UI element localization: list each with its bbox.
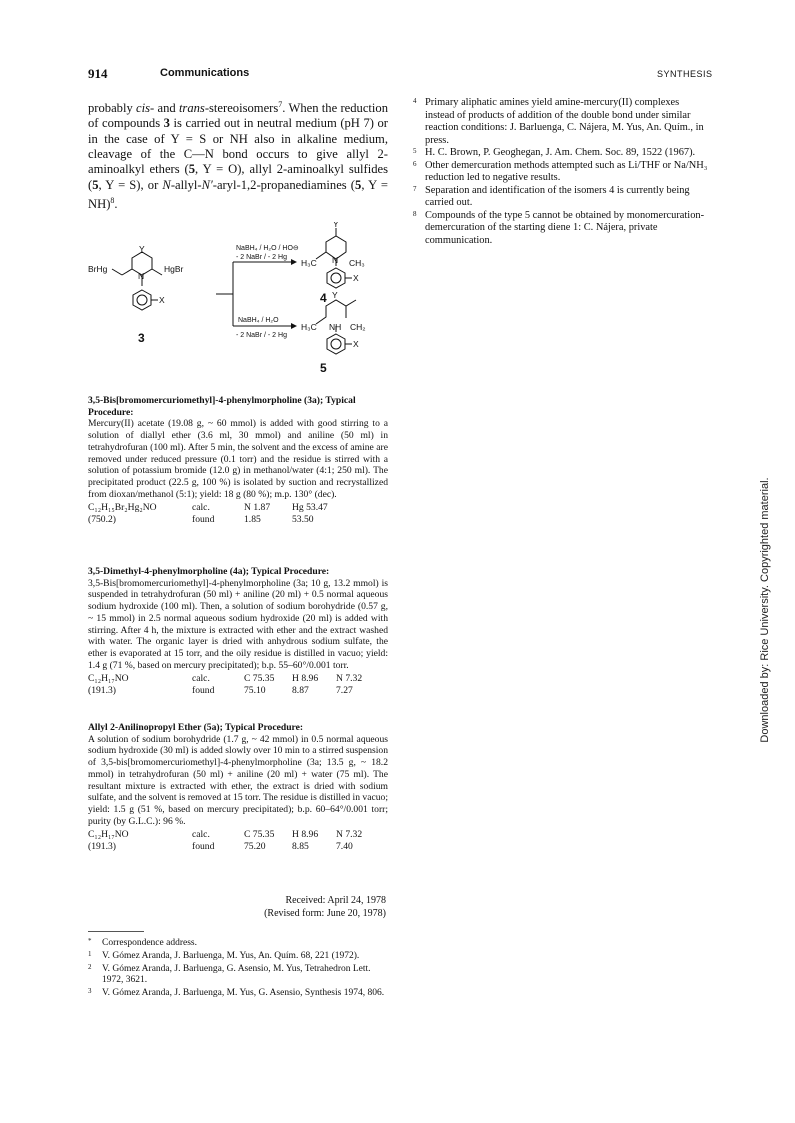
reference-note: 5 H. C. Brown, P. Geoghegan, J. Am. Chem. Soc. 89, 1522 (1967). xyxy=(413,147,696,158)
phenyl-x-label: X xyxy=(159,295,165,305)
reference-note: 4 Primary aliphatic amines yield amine-mercury(II) complexes instead of products of addition of the double bond under similar reaction conditions: J. Barluenga, C. Nájera, M. Yus, An. Quím., in press. xyxy=(413,97,704,146)
ring-n-label: N xyxy=(138,271,145,281)
elemental-analysis: C₁₂H₁₅Br₂Hg₂NO calc. N 1.87 Hg 53.47 (750.2) found 1.85 53.50 xyxy=(88,502,328,526)
elemental-analysis: C₁₂H₁₇NO calc. C 75.35 H 8.96 N 7.32 (191.3) found 75.20 8.85 7.40 xyxy=(88,829,363,853)
download-watermark: Downloaded by: Rice University. Copyrighted material. xyxy=(759,477,771,743)
procedure-title: 3,5-Bis[bromomercuriomethyl]-4-phenylmorpholine (3a); Typical Procedure: xyxy=(88,395,356,418)
ring-y-label: Y xyxy=(139,244,145,254)
compound-3-label: 3 xyxy=(138,331,145,345)
procedure-4a xyxy=(88,566,388,697)
cmpd5-x-label: X xyxy=(353,339,359,349)
page-number: 914 xyxy=(88,66,108,81)
cmpd4-h3c-label: H₃C xyxy=(301,258,317,268)
compound-4-label: 4 xyxy=(320,291,327,305)
intro-paragraph: probably cis- and trans-stereoisomers$^7$. When the reduction of compounds 3 is carried out in neutral medium (pH 7) or in the case of Y = S or NH also in alkaline medium, cleavage of the C—N bond occurs to give allyl 2-aminoalkyl ethers (5, Y = O), allyl 2-aminoalkyl sulfides (5, Y = S), or N-allyl-N′-aryl-1,2-propanediamines (5, Y = NH)$^8$. xyxy=(88,100,388,212)
brhg-label: BrHg xyxy=(88,264,108,274)
footnote-item: 3 V. Gómez Aranda, J. Barluenga, M. Yus, G. Asensio, Synthesis 1974, 806. xyxy=(88,987,385,999)
journal-name: SYNTHESIS xyxy=(657,69,713,79)
reference-note: 6 Other demercuration methods attempted such as Li/THF or Na/NH₃ reduction led to negative results. xyxy=(413,159,708,183)
compound-5-label: 5 xyxy=(320,361,327,375)
footnote-item: 2 V. Gómez Aranda, J. Barluenga, G. Asensio, M. Yus, Tetrahedron Lett. 1972, 3621. xyxy=(88,962,371,986)
cmpd4-y-label: Y xyxy=(333,222,339,229)
cmpd5-ch2-label: CH₂ xyxy=(350,322,366,332)
procedure-5a xyxy=(88,722,388,853)
procedure-body: A solution of sodium borohydride (1.7 g, ~ 42 mmol) in 0.5 normal aqueous sodium hydroxide (30 ml) is added slowly over 10 min to a stirred suspension of 3,5-bis[bromomercuriomethyl]-4-phenylmorpholine (3a; 13.5 g, ~ 18.2 mmol) in tetrahydrofuran (50 ml) + aniline (20 ml) + water (75 ml). The resultant mixture is extracted with ether, the extract is dried with sodium sulfate, and the solvent is removed at 15 torr. The residue is distilled in vacuo; yield: 1.5 g (51 %, based on mercury precipitated); b.p. 60–64°/0.001 torr; purity (by G.L.C.): 96 %. xyxy=(88,733,388,827)
reference-note: 8 Compounds of the type 5 cannot be obtained by monomercuration-demercuration of the starting diene 1: C. Nájera, private communication. xyxy=(413,209,705,246)
condition-bottom-1: NaBH₄ / H₂O xyxy=(238,317,279,324)
reference-note: 7 Separation and identification of the isomers 4 is currently being carried out. xyxy=(413,184,690,208)
condition-top-1: NaBH₄ / H₂O / HO⊖ xyxy=(236,245,299,252)
procedure-title: 3,5-Dimethyl-4-phenylmorpholine (4a); Typical Procedure: xyxy=(88,566,330,577)
procedure-body: Mercury(II) acetate (19.08 g, ~ 60 mmol) is added with good stirring to a solution of diallyl ether (3.6 ml, 30 mmol) and aniline (50 ml) in tetrahydrofuran (100 ml). After 5 min, the solvent and the excess of amine are removed under reduced pressure (0.1 torr) and the residue is stirred with a solution of potassium bromide (12.0 g) in methanol/water (4:1; 250 ml). The precipitated product (22.5 g, 100 %) is isolated by suction and recrystallized from dioxan/methanol (5:1); yield: 18 g (80 %); m.p. 130° (dec). xyxy=(88,418,388,500)
footnotes xyxy=(88,938,388,1001)
procedure-title: Allyl 2-Anilinopropyl Ether (5a); Typical Procedure: xyxy=(88,722,304,733)
cmpd5-nh-label: NH xyxy=(329,322,342,332)
condition-bottom-2: - 2 NaBr / - 2 Hg xyxy=(236,332,287,339)
reaction-scheme xyxy=(88,222,388,387)
received-dates: Received: April 24, 1978 (Revised form: June 20, 1978) xyxy=(264,895,386,919)
procedure-body: 3,5-Bis[bromomercuriomethyl]-4-phenylmorpholine (3a; 10 g, 13.2 mmol) is suspended in tetrahydrofuran (50 ml) + aniline (20 ml) + 0.5 normal aqueous sodium hydroxide (100 ml). Then, a solution of sodium borohydride (0.57 g, ~ 15 mmol) in 2.5 normal aqueous sodium hydroxide (20 ml) is added with stirring. After 4 h, the mixture is extracted with ether and the extract washed with water. The organic layer is dried with anhydrous sodium sulfate, the ether is evaporated at 15 torr, and the oily residue is distilled in vacuo; yield: 1.4 g (71 %, based on mercury precipitated); b.p. 55–60°/0.001 torr. xyxy=(88,577,388,671)
cmpd4-ch3-label: CH₃ xyxy=(349,258,365,268)
hgbr-label: HgBr xyxy=(164,264,184,274)
reference-notes xyxy=(413,97,709,247)
condition-top-2: - 2 NaBr / - 2 Hg xyxy=(236,254,287,261)
footnote-item: * Correspondence address. xyxy=(88,937,197,948)
procedure-3a xyxy=(88,395,388,526)
cmpd5-y-label: Y xyxy=(332,290,338,300)
section-title: Communications xyxy=(160,67,250,79)
elemental-analysis: C₁₂H₁₇NO calc. C 75.35 H 8.96 N 7.32 (191.3) found 75.10 8.87 7.27 xyxy=(88,673,363,697)
cmpd4-x-label: X xyxy=(353,273,359,283)
intro-paragraph-container xyxy=(88,97,388,212)
footnote-divider xyxy=(88,931,144,932)
cmpd5-h3c-label: H₃C xyxy=(301,322,317,332)
cmpd4-n-label: N xyxy=(332,255,339,265)
footnote-item: 1 V. Gómez Aranda, J. Barluenga, M. Yus, An. Quím. 68, 221 (1972). xyxy=(88,949,360,961)
